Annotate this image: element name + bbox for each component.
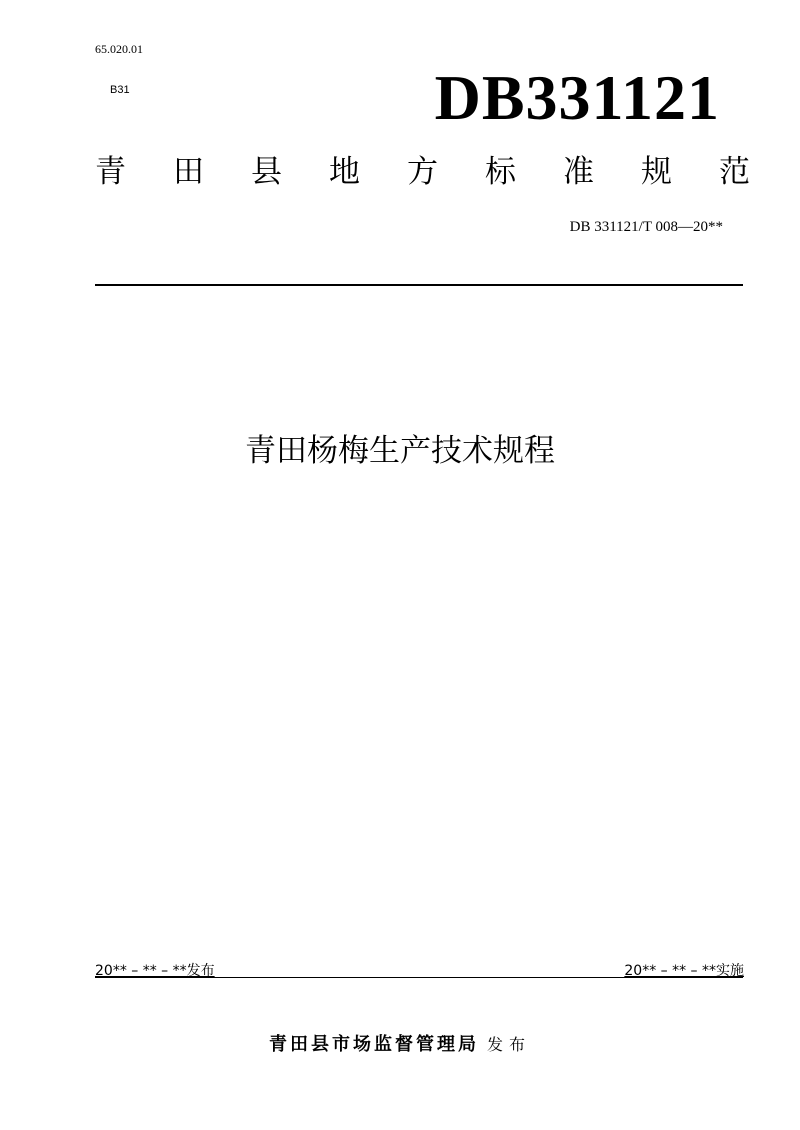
standard-type-char: 方 [407, 154, 438, 190]
header-divider [95, 284, 743, 286]
standard-type-char: 规 [641, 154, 672, 190]
publisher-line [0, 1030, 800, 1056]
issue-date: 20** – ** – **发布 [95, 963, 215, 979]
publisher-organization: 青田县市场监督管理局 [268, 1034, 479, 1055]
standard-type-char: 青 [95, 154, 126, 190]
ics-code: 65.020.01 [95, 42, 143, 56]
document-title: 青田杨梅生产技术规程 [245, 433, 555, 469]
standard-type-char: 范 [719, 154, 750, 190]
publisher-verb: 发布 [486, 1035, 531, 1054]
standard-type-char: 地 [329, 154, 360, 190]
standard-type-char: 田 [173, 154, 204, 190]
standard-type-char: 县 [251, 154, 282, 190]
ccs-code: B31 [110, 84, 130, 96]
standard-number: DB 331121/T 008—20** [569, 219, 723, 235]
standard-type-char: 标 [485, 154, 516, 190]
implementation-date: 20** – ** – **实施 [624, 963, 744, 979]
footer-divider [95, 977, 743, 978]
standard-code: DB331121 [434, 62, 720, 133]
standard-type-heading [95, 154, 750, 190]
standard-type-char: 准 [563, 154, 594, 190]
